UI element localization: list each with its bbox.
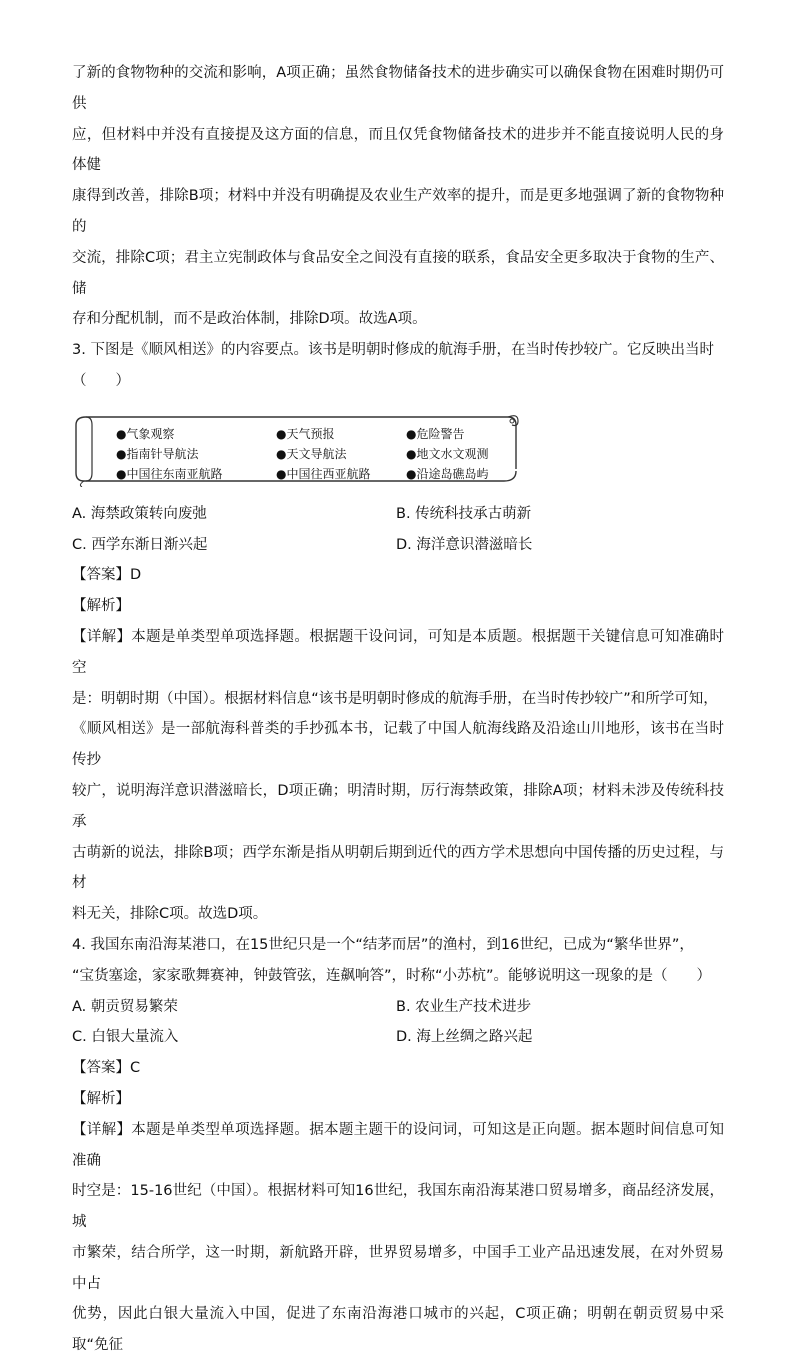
q4-stem: “宝货塞途，家家歌舞赛神，钟鼓管弦，连飙响答”，时称“小苏杭”。能够说明这一现象的是（ ） bbox=[72, 967, 712, 984]
q3-options bbox=[72, 499, 724, 561]
option-d: D. 海上丝绸之路兴起 bbox=[396, 1029, 533, 1046]
scroll-item: ●指南针导航法 bbox=[116, 446, 199, 461]
q4-analysis-label: 【解析】 bbox=[72, 1090, 130, 1107]
scroll-item: ●地文水文观测 bbox=[406, 446, 489, 461]
q3-detail-line: 料无关，排除C项。故选D项。 bbox=[72, 906, 268, 923]
option-a: A. 海禁政策转向废弛 bbox=[72, 505, 207, 522]
intro-line: 应，但材料中并没有直接提及这方面的信息，而且仅凭食物储备技术的进步并不能直接说明人民的身体健 bbox=[72, 126, 724, 174]
option-c: C. 西学东渐日渐兴起 bbox=[72, 536, 208, 553]
scroll-item: ●危险警告 bbox=[406, 426, 465, 441]
intro-line: 存和分配机制，而不是政治体制，排除D项。故选A项。 bbox=[72, 311, 427, 328]
option-d: D. 海洋意识潜滋暗长 bbox=[396, 536, 533, 553]
q4-detail-line: 优势，因此白银大量流入中国，促进了东南沿海港口城市的兴起，C项正确；明朝在朝贡贸易中采取“免征 bbox=[72, 1306, 724, 1354]
scroll-item: ●中国往东南亚航路 bbox=[116, 466, 223, 481]
option-c: C. 白银大量流入 bbox=[72, 1029, 179, 1046]
document-page bbox=[72, 58, 724, 1361]
q3-stem: 3. 下图是《顺风相送》的内容要点。该书是明朝时修成的航海手册，在当时传抄较广。它反映出当时 bbox=[72, 342, 714, 359]
q4-options bbox=[72, 992, 724, 1054]
q4-detail-line: 市繁荣，结合所学，这一时期，新航路开辟，世界贸易增多，中国手工业产品迅速发展，在对外贸易中占 bbox=[72, 1244, 724, 1292]
intro-line: 康得到改善，排除B项；材料中并没有明确提及农业生产效率的提升，而是更多地强调了新的食物物种的 bbox=[72, 188, 724, 235]
scroll-item: ●天气预报 bbox=[276, 426, 335, 441]
scroll-items bbox=[116, 425, 516, 483]
q3-detail-line: 古萌新的说法，排除B项；西学东渐是指从明朝后期到近代的西方学术思想向中国传播的历史过程，与材 bbox=[72, 844, 724, 892]
intro-line: 了新的食物物种的交流和影响，A项正确；虽然食物储备技术的进步确实可以确保食物在困难时期仍可供 bbox=[72, 65, 724, 112]
option-b: B. 传统科技承古萌新 bbox=[396, 505, 532, 522]
q3-detail-line: 《顺风相送》是一部航海科普类的手抄孤本书，记载了中国人航海线路及沿途山川地形，该书在当时传抄 bbox=[72, 721, 724, 769]
q3-detail-line: 【详解】本题是单类型单项选择题。根据题干设问词，可知是本质题。根据题干关键信息可知准确时空 bbox=[72, 628, 724, 676]
q4-answer: 【答案】C bbox=[72, 1060, 141, 1077]
q3-detail-line: 是：明朝时期（中国）。根据材料信息“该书是明朝时修成的航海手册，在当时传抄较广”和所学可知， bbox=[72, 690, 718, 707]
q3-detail-line: 较广，说明海洋意识潜滋暗长，D项正确；明清时期，厉行海禁政策，排除A项；材料未涉及传统科技承 bbox=[72, 782, 724, 830]
option-a: A. 朝贡贸易繁荣 bbox=[72, 998, 178, 1015]
q3-answer: 【答案】D bbox=[72, 567, 142, 584]
q4-stem: 4. 我国东南沿海某港口，在15世纪只是一个“结茅而居”的渔村，到16世纪，已成为“繁华世界”， bbox=[72, 936, 694, 953]
scroll-item: ●中国往西亚航路 bbox=[276, 466, 371, 481]
scroll-item: ●气象观察 bbox=[116, 426, 175, 441]
scroll-figure bbox=[72, 411, 524, 487]
q3-answer-blank: （ ） bbox=[72, 372, 130, 389]
scroll-item: ●天文导航法 bbox=[276, 446, 347, 461]
q3-analysis-label: 【解析】 bbox=[72, 598, 130, 615]
option-b: B. 农业生产技术进步 bbox=[396, 998, 532, 1015]
intro-line: 交流，排除C项；君主立宪制政体与食品安全之间没有直接的联系，食品安全更多取决于食物的生产、储 bbox=[72, 249, 724, 297]
scroll-item: ●沿途岛礁岛屿 bbox=[406, 466, 489, 481]
q4-detail-line: 【详解】本题是单类型单项选择题。据本题主题干的设问词，可知这是正向题。据本题时间信息可知准确 bbox=[72, 1121, 724, 1169]
q4-detail-line: 时空是：15-16世纪（中国）。根据材料可知16世纪，我国东南沿海某港口贸易增多，商品经济发展，城 bbox=[72, 1183, 724, 1231]
